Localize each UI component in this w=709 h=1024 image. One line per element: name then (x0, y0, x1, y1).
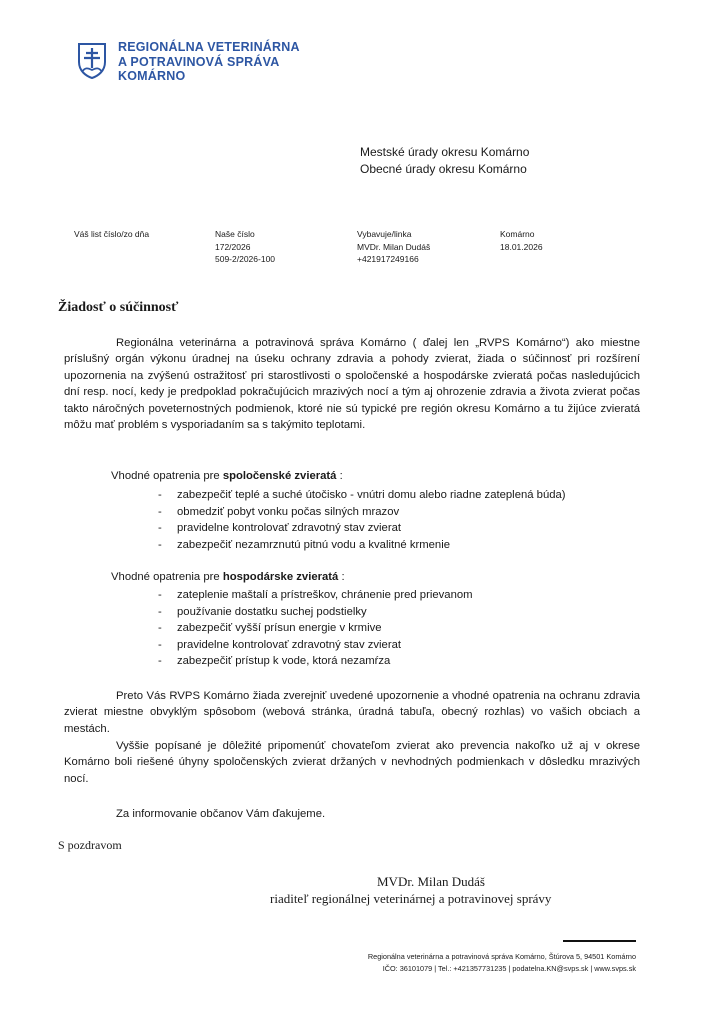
our-reference-column (215, 228, 275, 266)
list-item: - obmedziť pobyt vonku počas silných mrazov (158, 504, 566, 521)
recipient-line-1: Mestské úrady okresu Komárno (360, 145, 530, 159)
list-item: - zateplenie maštalí a prístreškov, chránenie pred prievanom (158, 587, 473, 604)
org-name-line-2: A POTRAVINOVÁ SPRÁVA (118, 54, 280, 69)
companion-heading-bold: spoločenské zvieratá (222, 470, 337, 482)
list-item: - používanie dostatku suchej podstielky (158, 604, 473, 621)
farm-heading-bold: hospodárske zvieratá (222, 571, 339, 583)
list-item: - zabezpečiť teplé a suché útočisko - vnútri domu alebo riadne zateplená búda) (158, 487, 566, 504)
place-date-column (500, 228, 543, 253)
farm-measures-list (158, 587, 473, 670)
intro-paragraph: Regionálna veterinárna a potravinová správa Komárno ( ďalej len „RVPS Komárno“) ako miestne príslušný orgán výkonu úradnej na úseku ochrany zdravia a pohody zvierat, žiada o súčinnosť pri rozšírení upozornenia na zvýšenú ostražitosť pri starostlivosti o spoločenské a hospodárske zvieratá počas nasledujúcich dní resp. nocí, kedy je predpoklad pokračujúcich mrazivých nocí a tým aj ohrozenie zdravia a života zvierat počas takto náročných poveternostných podmienok, ktoré nie sú typické pre región okresu Komárno a tu žijúce zvieratá môžu mať problém s vysporiadaním sa s takýmito teplotami. (64, 337, 640, 432)
our-ref-number: 172/2026 (215, 241, 251, 252)
farm-animals-heading (111, 571, 345, 583)
reminder-paragraph: Vyššie popísané je dôležité pripomenúť chovateľom zvierat ako prevencia nakoľko už aj v okrese Komárno boli riešené úhyny spoločenských zvierat držaných v nevhodných podmienkach v dôsledku mrazivých nocí. (64, 740, 640, 785)
footer-address: Regionálna veterinárna a potravinová správa Komárno, Štúrova 5, 94501 Komárno (367, 952, 636, 961)
slovak-coat-of-arms-icon (77, 42, 107, 80)
farm-heading-prefix: Vhodné opatrenia pre (111, 571, 223, 583)
org-name-line-3: KOMÁRNO (118, 69, 186, 83)
contact-name: MVDr. Milan Dudáš (357, 241, 431, 252)
companion-animals-heading (111, 470, 343, 482)
companion-heading-prefix: Vhodné opatrenia pre (111, 470, 223, 482)
our-ref-file-number: 509-2/2026-100 (215, 254, 276, 264)
signer-name: MVDr. Milan Dudáš (377, 874, 485, 889)
list-item: - zabezpečiť prístup k vode, ktorá nezamŕza (158, 653, 473, 670)
farm-heading-suffix: : (338, 571, 345, 583)
footer-divider (563, 940, 636, 942)
subject-heading: Žiadosť o súčinnosť (58, 300, 179, 315)
contact-phone: +421917249166 (357, 254, 419, 264)
list-item: - pravidelne kontrolovať zdravotný stav zvierat (158, 520, 566, 537)
recipient-line-2: Obecné úrady okresu Komárno (360, 162, 527, 176)
companion-heading-suffix: : (336, 470, 343, 482)
list-item: - zabezpečiť nezamrznutú pitnú vodu a kvalitné krmenie (158, 537, 566, 554)
place: Komárno (500, 229, 535, 239)
our-ref-label: Naše číslo (215, 229, 255, 239)
request-paragraph: Preto Vás RVPS Komárno žiada zverejniť uvedené upozornenie a vhodné opatrenia na ochranu zdravia zvierat miestne obvyklým spôsobom (webová stránka, úradná tabuľa, obecný rozhlas) vo vašich obciach a mestách. (64, 690, 640, 735)
recipients-block (360, 144, 529, 178)
organization-name (118, 40, 300, 84)
contact-label: Vybavuje/linka (357, 229, 412, 239)
your-ref-label: Váš list číslo/zo dňa (74, 229, 150, 239)
your-reference-column (74, 228, 149, 241)
signer-title: riaditeľ regionálnej veterinárnej a potravinovej správy (270, 891, 552, 906)
date: 18.01.2026 (500, 241, 543, 252)
org-name-line-1: REGIONÁLNA VETERINÁRNA (118, 40, 300, 54)
greeting: S pozdravom (58, 838, 122, 852)
footer-contacts: IČO: 36101079 | Tel.: +421357731235 | podatelna.KN@svps.sk | www.svps.sk (382, 964, 636, 973)
list-item: - zabezpečiť vyšší prísun energie v krmive (158, 620, 473, 637)
contact-column (357, 228, 430, 266)
footer (368, 951, 636, 975)
list-item: - pravidelne kontrolovať zdravotný stav zvierat (158, 637, 473, 654)
thanks-paragraph: Za informovanie občanov Vám ďakujeme. (116, 808, 326, 820)
companion-measures-list (158, 487, 566, 553)
